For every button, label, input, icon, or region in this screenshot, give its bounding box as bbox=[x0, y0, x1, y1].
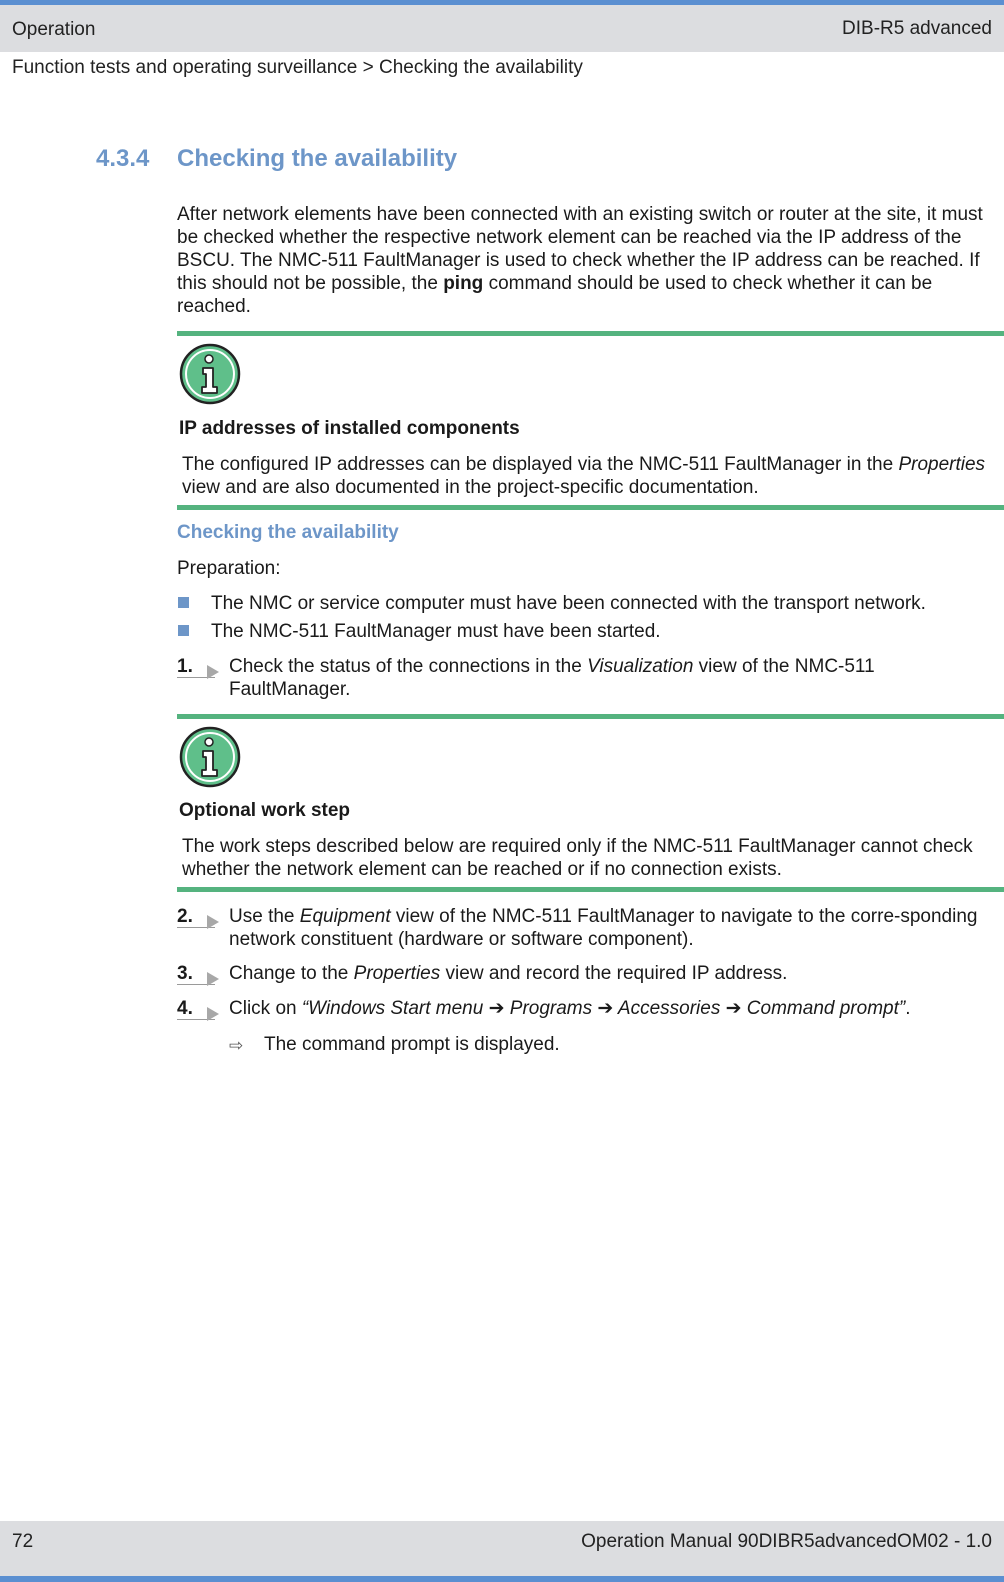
manual-id: Operation Manual 90DIBR5advancedOM02 - 1.0 bbox=[581, 1531, 992, 1552]
header-product-label: DIB-R5 advanced bbox=[842, 18, 992, 39]
step-text-start: Click on bbox=[229, 998, 302, 1019]
equipment-term: Equipment bbox=[299, 906, 391, 927]
step-number: 1. bbox=[177, 656, 193, 677]
note-bottom-rule bbox=[177, 887, 1004, 892]
step-number: 4. bbox=[177, 998, 193, 1019]
menu-path: “Windows Start menu ➔ Programs ➔ Accessories ➔ Command prompt” bbox=[301, 998, 906, 1019]
step-text bbox=[229, 905, 999, 951]
step-number: 2. bbox=[177, 906, 193, 927]
bullet-text: The NMC-511 FaultManager must have been started. bbox=[211, 621, 661, 642]
step-text bbox=[229, 655, 999, 701]
info-icon bbox=[179, 726, 241, 788]
info-icon bbox=[179, 343, 241, 405]
page-header bbox=[0, 0, 1004, 52]
step-text-end: view and record the required IP address. bbox=[440, 963, 788, 984]
step-text-end: . bbox=[905, 998, 911, 1019]
visualization-term: Visualization bbox=[587, 656, 694, 677]
properties-term: Properties bbox=[898, 454, 986, 475]
result-arrow-icon: ⇨ bbox=[229, 1036, 244, 1055]
header-section-label: Operation bbox=[12, 19, 96, 40]
bullet-square-icon bbox=[178, 625, 189, 636]
page-footer bbox=[0, 1521, 1004, 1582]
note-text-end: view and are also documented in the project-specific documentation. bbox=[182, 477, 759, 498]
note-bottom-rule bbox=[177, 505, 1004, 510]
step-text bbox=[229, 997, 999, 1020]
note-text-start: The configured IP addresses can be displayed via the NMC-511 FaultManager in the bbox=[182, 454, 899, 475]
step-number: 3. bbox=[177, 963, 193, 984]
note-title: Optional work step bbox=[179, 800, 351, 821]
intro-text-end: command should be used to check whether it can be reached. bbox=[177, 273, 933, 317]
note-text bbox=[182, 453, 997, 499]
step-text-start: Check the status of the connections in the bbox=[229, 656, 588, 677]
step-arrow-icon bbox=[207, 1007, 219, 1021]
section-title: Checking the availability bbox=[177, 145, 458, 172]
preparation-label: Preparation: bbox=[177, 558, 281, 579]
breadcrumb: Function tests and operating surveillance > Checking the availability bbox=[12, 57, 583, 78]
step-text-end: view of the NMC-511 FaultManager. bbox=[229, 656, 875, 700]
note-top-rule bbox=[177, 714, 1004, 719]
step-arrow-icon bbox=[207, 915, 219, 929]
step-text bbox=[229, 962, 999, 985]
subheading: Checking the availability bbox=[177, 522, 399, 543]
ping-keyword: ping bbox=[443, 273, 484, 294]
note-title: IP addresses of installed components bbox=[179, 418, 520, 439]
section-number: 4.3.4 bbox=[96, 145, 150, 172]
note-top-rule bbox=[177, 331, 1004, 336]
step-arrow-icon bbox=[207, 665, 219, 679]
result-text: The command prompt is displayed. bbox=[264, 1034, 560, 1055]
intro-text: After network elements have been connected with an existing switch or router at the site, it must be checked whether the respective network element can be reached via the IP address of the BSCU. The NMC-511 FaultManager is used to check whether the IP address can be reached. If this should not be possible, the bbox=[177, 204, 983, 294]
note-text: The work steps described below are required only if the NMC-511 FaultManager cannot check whether the network element can be reached or if no connection exists. bbox=[182, 836, 973, 880]
intro-paragraph bbox=[177, 203, 997, 318]
step-text-start: Use the bbox=[229, 906, 300, 927]
bullet-square-icon bbox=[178, 597, 189, 608]
page-number: 72 bbox=[12, 1531, 34, 1552]
properties-term: Properties bbox=[353, 963, 441, 984]
step-arrow-icon bbox=[207, 972, 219, 986]
bullet-text: The NMC or service computer must have been connected with the transport network. bbox=[211, 593, 926, 614]
step-text-end: view of the NMC-511 FaultManager to navigate to the corre-sponding network constituent (hardware or software component). bbox=[229, 906, 978, 950]
step-text-start: Change to the bbox=[229, 963, 354, 984]
